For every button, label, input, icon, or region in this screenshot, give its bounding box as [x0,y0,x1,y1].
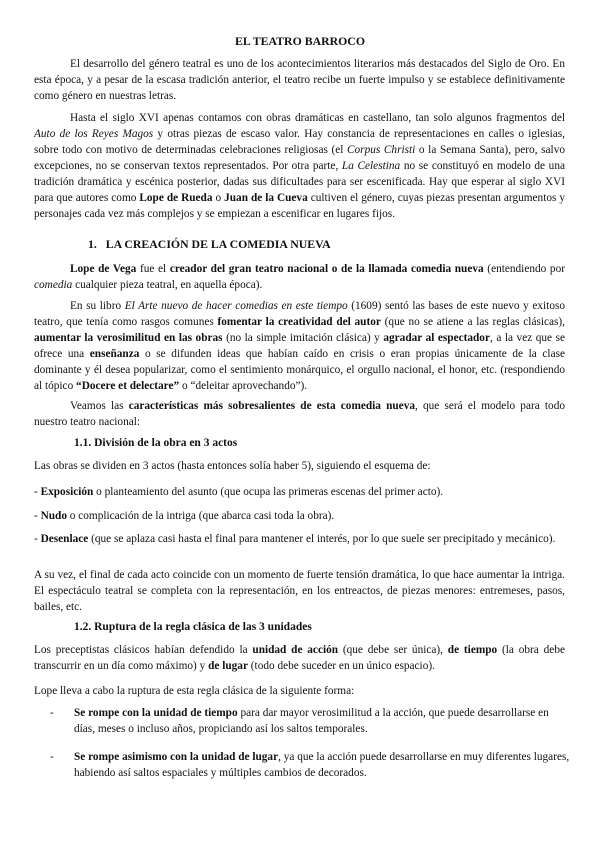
list-item-exposicion: - Exposición o planteamiento del asunto (que ocupa las primeras escenas del primer acto). [34,486,444,498]
intro-paragraph-1: El desarrollo del género teatral es uno de los acontecimientos literarios más destacados del Siglo de Oro. En esta época, y a pesar de la escasa tradición anterior, el teatro recibe un fuerte impulso y se establece definitivamente como género en nuestras letras. [34,58,565,102]
section1-paragraph-2: En su libro El Arte nuevo de hacer comedias en este tiempo (1609) sentó las bases de este nuevo y exitoso teatro, que tenía como rasgos comunes fomentar la creatividad del autor (que no se atiene a las reglas clásicas), aumentar la verosimilitud en las obras (no la simple imitación clásica) y agradar al espectador, a la vez que se ofrece una enseñanza o se difunden ideas que habían caído en crisis o eran propias únicamente de la clase dominante y él desea popularizar, como el sentimiento monárquico, el orgullo nacional, el honor, etc. (respondiendo al tópico “Docere et delectare” o “deleitar aprovechando”). [34,300,566,392]
subsection-heading-2: 1.2. Ruptura de la regla clásica de las 3 unidades [74,621,312,633]
subsection1-lead: Las obras se dividen en 3 actos (hasta entonces solía haber 5), siguiendo el esquema de: [34,460,431,472]
subsection2-paragraph-2: Lope lleva a cabo la ruptura de esta regla clásica de la siguiente forma: [34,685,355,697]
subsection2-paragraph-1: Los preceptistas clásicos habían defendido la unidad de acción (que debe ser única), de tiempo (la obra debe transcurrir en un día como máximo) y de lugar (todo debe suceder en un único espacio). [34,644,565,672]
section-heading: 1. LA CREACIÓN DE LA COMEDIA NUEVA [88,237,331,251]
section1-paragraph-1: Lope de Vega fue el creador del gran teatro nacional o de la llamada comedia nueva (entendiendo por comedia cualquier pieza teatral, en aquella época). [34,263,565,291]
intro-paragraph-2: Hasta el siglo XVI apenas contamos con obras dramáticas en castellano, tan solo algunos fragmentos del Auto de los Reyes Magos y otras piezas de escaso valor. Hay constancia de representaciones en calles o iglesias, sobre todo con motivo de determinadas celebraciones religiosas (el Corpus Christi o la Semana Santa), pero, salvo excepciones, no se conservan textos representados. Por otra parte, La Celestina no se constituyó en modelo de una tradición dramática y escénica posterior, dadas sus dificultades para ser escenificada. Hay que esperar al siglo XVI para que autores como Lope de Rueda o Juan de la Cueva cultiven el género, cuyas piezas presentan argumentos y personajes cada vez más complejos y se empiezan a escenificar en lugares fijos. [34,112,566,220]
bullet-item-tiempo: - Se rompe con la unidad de tiempo para dar mayor verosimilitud a la acción, que puede desarrollarse en días, meses o incluso años, propiciando así los saltos temporales. [50,707,549,735]
subsection1-closing: A su vez, el final de cada acto coincide con un momento de fuerte tensión dramática, lo que hace aumentar la intriga. El espectáculo teatral se completa con la representación, en los entreactos, de piezas menores: entremeses, pasos, bailes, etc. [34,569,565,613]
list-item-desenlace: - Desenlace (que se aplaza casi hasta el final para mantener el interés, por lo que suele ser precipitado y mecánico). [34,533,556,545]
bullet-item-lugar: - Se rompe asimismo con la unidad de lugar, ya que la acción puede desarrollarse en muy diferentes lugares, habiendo así saltos espaciales y múltiples cambios de decorados. [50,751,570,779]
bullet-dash: - [50,751,54,763]
subsection-heading-1: 1.1. División de la obra en 3 actos [74,437,238,449]
bullet-dash: - [50,707,54,719]
section1-paragraph-3: Veamos las características más sobresalientes de esta comedia nueva, que será el modelo para todo nuestro teatro nacional: [34,400,566,428]
list-item-nudo: - Nudo o complicación de la intriga (que abarca casi toda la obra). [34,510,335,522]
page-title: EL TEATRO BARROCO [234,34,365,48]
